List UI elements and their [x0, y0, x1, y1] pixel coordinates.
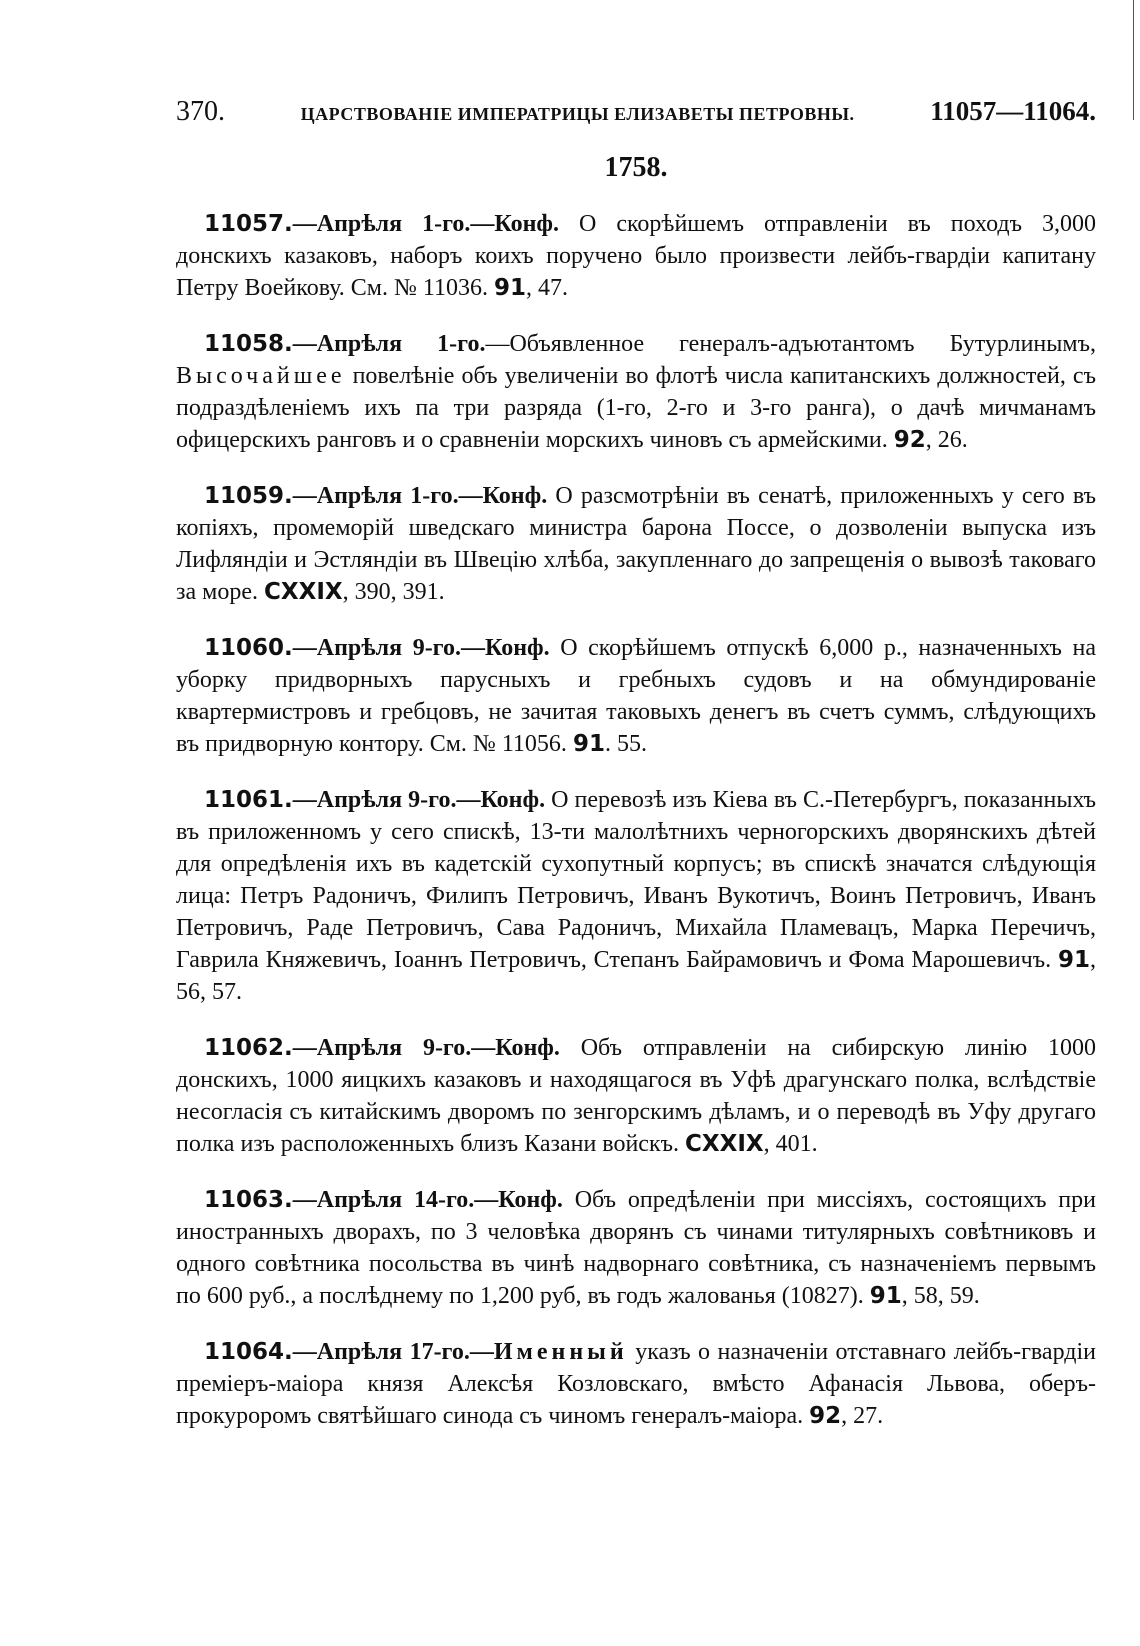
- entry-11058: [176, 328, 1096, 456]
- entry-emphasis: Именный: [493, 1339, 628, 1365]
- document-page: [176, 96, 1096, 1456]
- entry-date-head: —Апрѣля 1-го.—Конф.: [292, 211, 560, 237]
- entry-11064: [176, 1336, 1096, 1432]
- page-reference: , 47.: [526, 275, 569, 301]
- entry-text: О скорѣйшемъ отправленіи въ походъ 3,000 донскихъ казаковъ, наборъ коихъ поручено было произвести лейбъ-гвардіи капитану Петру Воейкову. См. № 11036.: [176, 211, 1097, 301]
- entry-number: 11062.: [204, 1035, 293, 1061]
- page-number: 370.: [176, 96, 225, 127]
- entry-number: 11060.: [204, 635, 293, 661]
- entry-11063: [176, 1184, 1096, 1312]
- entry-text: О перевозѣ изъ Кіева въ С.-Петербургъ, показанныхъ въ приложенномъ у сего спискѣ, 13-ти малолѣтнихъ черногорскихъ дворянскихъ дѣтей для опредѣленія ихъ въ кадетскій сухопутный корпусъ; въ спискѣ значатся слѣдующія лица: Петръ Радоничъ, Филипъ Петровичъ, Иванъ Вукотичъ, Воинъ Петровичъ, Иванъ Петровичъ, Раде Петровичъ, Сава Радоничъ, Михайла Пламевацъ, Марка Перечичъ, Гаврила Княжевичъ, Іоаннъ Петровичъ, Степанъ Байрамовичъ и Фома Марошевичъ.: [176, 787, 1096, 973]
- entry-11061: [176, 784, 1096, 1008]
- entry-11062: [176, 1032, 1096, 1160]
- entry-date-head: —Апрѣля 1-го.—Конф.: [292, 483, 548, 509]
- entry-number: 11057.: [204, 211, 293, 237]
- volume-reference: CXXIX: [263, 579, 343, 605]
- entry-range: 11057—11064.: [930, 96, 1096, 126]
- page-reference: . 55.: [604, 731, 647, 757]
- entry-11057: [176, 208, 1096, 304]
- entry-number: 11061.: [204, 787, 293, 813]
- entry-text: О разсмотрѣніи въ сенатѣ, приложенныхъ у сего въ копіяхъ, промеморій шведскаго министра барона Поссе, о дозволеніи выпуска изъ Лифляндіи и Эстляндіи въ Швецію хлѣба, закупленнаго до запрещенія о вывозѣ таковаго за море.: [176, 483, 1097, 605]
- volume-reference: 91: [494, 275, 527, 301]
- entry-emphasis: Высочайшее: [176, 363, 346, 389]
- page-reference: , 58, 59.: [901, 1283, 980, 1309]
- entry-text: О скорѣйшемъ отпускѣ 6,000 р., назначенныхъ на уборку придворныхъ парусныхъ и гребныхъ судовъ и на обмундированіе квартермистровъ и гребцовъ, не зачитая таковыхъ денегъ въ счетъ суммъ, слѣдующихъ въ придворную контору. См. № 11056.: [176, 635, 1096, 757]
- entry-date-head: —Апрѣля 9-го.—Конф.: [292, 1035, 560, 1061]
- volume-reference: CXXIX: [685, 1131, 764, 1157]
- volume-reference: 92: [893, 427, 926, 453]
- entry-number: 11063.: [204, 1187, 293, 1213]
- entry-number: 11064.: [204, 1339, 293, 1365]
- entry-text: указъ о назначеніи отставнаго лейбъ-гвардіи преміеръ-маіора князя Алексѣя Козловскаго, вмѣсто Афанасія Львова, оберъ-прокуроромъ святѣйшаго синода съ чиномъ генералъ-маіора.: [176, 1339, 1096, 1429]
- volume-reference: 91: [869, 1283, 902, 1309]
- entry-date-head: —Апрѣля 17-го.—: [292, 1339, 494, 1365]
- entry-text: —Объявленное генералъ-адъютантомъ Бутурлинымъ,: [485, 331, 1096, 357]
- entry-11060: [176, 632, 1096, 760]
- volume-reference: 92: [809, 1403, 842, 1429]
- page-reference: , 27.: [841, 1403, 884, 1429]
- entry-text: Объ опредѣленіи при миссіяхъ, состоящихъ при иностранныхъ дворахъ, по 3 человѣка дворянъ съ чинами титулярныхъ совѣтниковъ и одного совѣтника посольства въ чинѣ надворнаго совѣтника, съ назначеніемъ первымъ по 600 руб., а послѣднему по 1,200 руб, въ годъ жалованья (10827).: [176, 1187, 1096, 1309]
- entry-number: 11059.: [204, 483, 293, 509]
- page-reference: , 56, 57.: [176, 947, 1096, 1005]
- volume-reference: 91: [572, 731, 605, 757]
- entry-date-head: —Апрѣля 14-го.—Конф.: [292, 1187, 563, 1213]
- entry-11059: [176, 480, 1096, 608]
- year-heading: 1758.: [604, 152, 668, 183]
- volume-reference: 91: [1057, 947, 1090, 973]
- entry-text: повелѣніе объ увеличеніи во флотѣ числа капитанскихъ должностей, съ подраздѣленіемъ ихъ па три разряда (1-го, 2-го и 3-го ранга), о дачѣ мичманамъ офицерскихъ ранговъ и о сравненіи морскихъ чиновъ съ армейскими.: [176, 363, 1096, 453]
- running-title: ЦАРСТВОВАНІЕ ИМПЕРАТРИЦЫ ЕЛИЗАВЕТЫ ПЕТРОВНЫ.: [300, 104, 855, 124]
- entry-date-head: —Апрѣля 9-го.—Конф.: [292, 787, 546, 813]
- entry-date-head: —Апрѣля 1-го.: [292, 331, 486, 357]
- running-head: [176, 96, 1096, 136]
- entry-date-head: —Апрѣля 9-го.—Конф.: [292, 635, 550, 661]
- page-reference: , 26.: [925, 427, 968, 453]
- page-reference: , 401.: [763, 1131, 818, 1157]
- entry-number: 11058.: [204, 331, 293, 357]
- entry-text: Объ отправленіи на сибирскую линію 1000 донскихъ, 1000 яицкихъ казаковъ и находящагося въ Уфѣ драгунскаго полка, вслѣдствіе несогласія съ китайскимъ дворомъ по зенгорскимъ дѣламъ, и о переводѣ въ Уфу другаго полка изъ расположенныхъ близъ Казани войскъ.: [176, 1035, 1096, 1157]
- page-edge-mark: [1133, 0, 1134, 120]
- page-reference: , 390, 391.: [342, 579, 445, 605]
